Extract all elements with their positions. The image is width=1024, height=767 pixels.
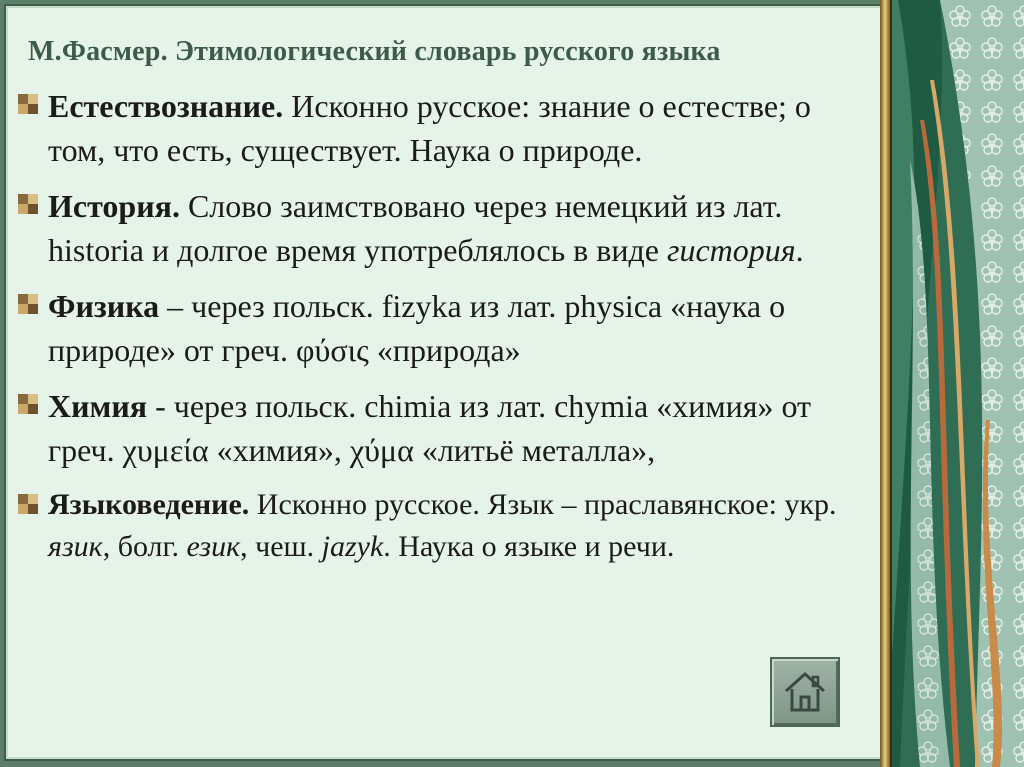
list-item-italic-word: язик <box>48 530 103 563</box>
decorative-strip <box>880 0 1024 767</box>
list-item-text: - через польск. chimia из лат. chymia «химия» от греч. χυμεία «химия», χύμα «литьё металла», <box>48 388 812 468</box>
slide-title: М.Фасмер. Этимологический словарь русского языка <box>28 36 721 67</box>
list-item-text: Исконно русское. Язык – праславянское: укр. <box>249 488 837 521</box>
list-item-term: Физика <box>48 288 160 324</box>
home-button[interactable] <box>770 657 840 727</box>
list-item-text: . Наука о языке и речи. <box>383 530 675 563</box>
bullet-icon <box>18 394 38 414</box>
list-item-term: Химия <box>48 388 148 424</box>
list-item-term: История. <box>48 188 180 224</box>
list-item-term: Языковедение. <box>48 488 250 521</box>
list-item-text: , чеш. <box>240 530 322 563</box>
decorative-pattern <box>880 0 1024 767</box>
list-item-italic-word: език <box>186 530 241 563</box>
content-list <box>14 84 864 568</box>
list-item-text: – через польск. fizyka из лат. physica «наука о природе» от греч. φύσις «природа» <box>48 288 786 368</box>
list-item-text: . <box>795 232 804 268</box>
list-item <box>14 384 864 472</box>
bullet-icon <box>18 94 38 114</box>
list-item <box>14 484 864 568</box>
list-item-italic-word: гистория <box>666 232 796 268</box>
bullet-icon <box>18 194 38 214</box>
home-icon <box>780 667 830 717</box>
list-item-text: Слово заимствовано через немецкий из лат. historia и долгое время употреблялось в виде <box>48 188 783 268</box>
list-item <box>14 184 864 272</box>
list-item-term: Естествознание. <box>48 88 284 124</box>
list-item <box>14 284 864 372</box>
bullet-icon <box>18 494 38 514</box>
list-item-text: , болг. <box>102 530 187 563</box>
list-item <box>14 84 864 172</box>
list-item-italic-word: jazyk <box>321 530 384 563</box>
bullet-icon <box>18 294 38 314</box>
list-item-text: Исконно русское: знание о естестве; о том, что есть, существует. Наука о природе. <box>48 88 811 168</box>
